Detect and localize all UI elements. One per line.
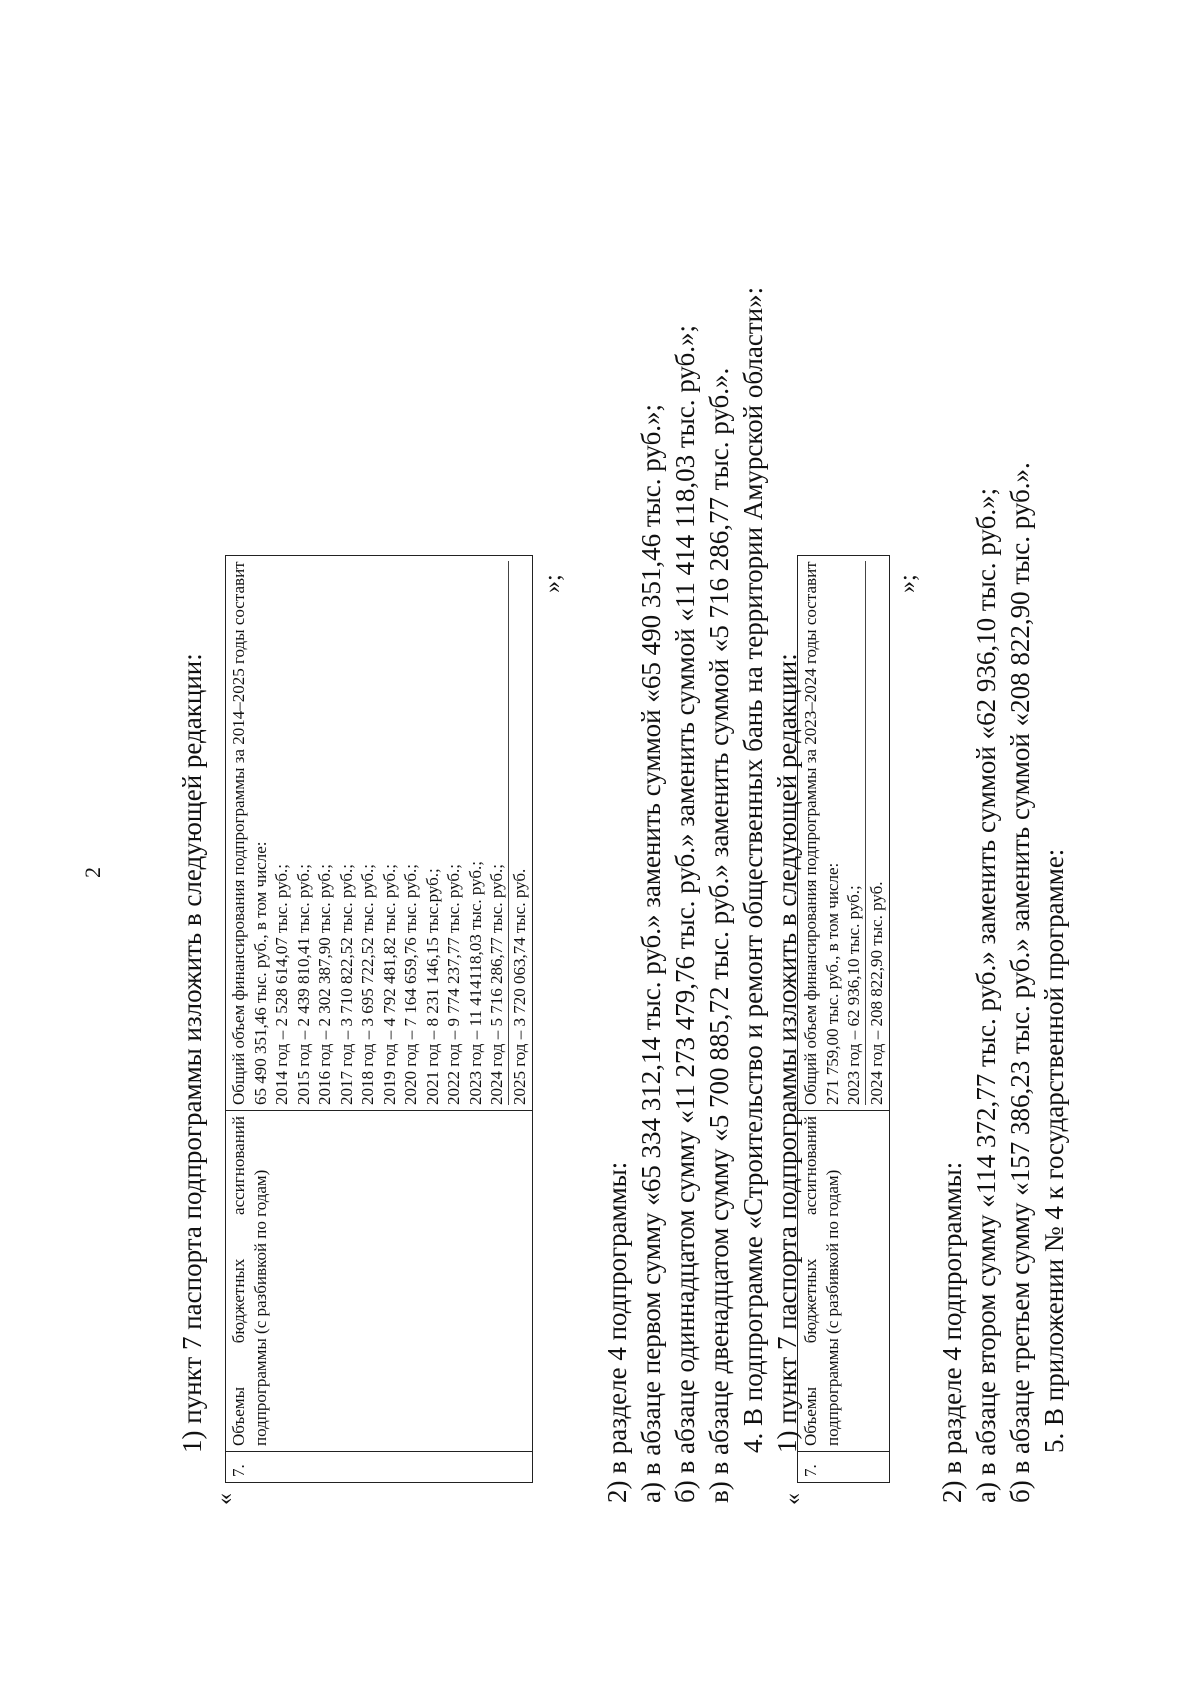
section2-line: а) в абзаце втором сумму «114 372,77 тыс. руб.» заменить суммой «62 936,10 тыс. руб.»; [971,487,1001,1503]
intro-paragraph: 1) пункт 7 паспорта подпрограммы изложить в следующей редакции: [177,653,207,1453]
section1-line: б) в абзаце одиннадцатом сумму «11 273 479,76 тыс. руб.» заменить суммой «11 414 118,03 тыс. руб.»; [670,324,700,1503]
passport-table-1 [225,555,533,1483]
table2-row-number: 7. [798,1452,890,1483]
table2-line: 271 759,00 тыс. руб., в том числе: [822,862,842,1105]
table2-line: 2023 год – 62 936,10 тыс. руб.; [844,885,863,1105]
table1-line: 2015 год – 2 439 810,41 тыс. руб.; [293,863,313,1105]
table-row [226,556,533,1483]
section2-line: б) в абзаце третьем сумму «157 386,23 тыс. руб.» заменить суммой «208 822,90 тыс. руб.». [1005,462,1035,1503]
table1-line: 2025 год – 3 720 063,74 тыс. руб. [508,561,531,1105]
table1-line: 2021 год – 8 231 146,15 тыс.руб.; [422,868,442,1105]
table1-line: 2014 год – 2 528 614,07 тыс. руб.; [272,863,291,1105]
table1-line: 2018 год – 3 695 722,52 тыс. руб.; [358,863,377,1105]
page-number: 2 [80,867,105,878]
table2-line: 2024 год – 208 822,90 тыс. руб. [865,561,888,1105]
section2-line: 2) в разделе 4 подпрограммы: [937,1161,967,1503]
table1-line: 2023 год – 11 414118,03 тыс. руб.; [465,860,485,1105]
table1-values [226,556,533,1111]
section1-line: 2) в разделе 4 подпрограммы: [602,1161,632,1503]
table1-line: 2020 год – 7 164 659,76 тыс. руб.; [401,863,420,1105]
passport-table-2 [797,555,890,1483]
table2-line: Общий объем финансирования подпрограммы за 2023–2024 годы составит [801,561,820,1105]
table1-line: Общий объем финансирования подпрограммы за 2014–2025 годы составит [229,561,248,1105]
table1-line: 2024 год – 5 716 286,77 тыс. руб.; [487,863,506,1105]
table1-open-quote: « [212,1493,238,1505]
table2-label: Объемы бюджетных ассигнований подпрограммы (с разбивкой по годам) [798,1111,890,1452]
section1-line: 1) пункт 7 паспорта подпрограммы изложить в следующей редакции: [772,653,802,1453]
section1-line: 4. В подпрограмме «Строительство и ремонт общественных бань на территории Амурской области»: [738,286,768,1453]
section1-line: в) в абзаце двенадцатом сумму «5 700 885,72 тыс. руб.» заменить суммой «5 716 286,77 тыс. руб.». [704,367,734,1503]
table1-row-number: 7. [226,1452,533,1483]
table1-line: 2019 год – 4 792 481,82 тыс. руб.; [379,863,399,1105]
table2-close-quote: »; [895,574,921,593]
section2-line: 5. В приложении № 4 к государственной программе: [1039,848,1069,1453]
table1-line: 2022 год – 9 774 237,77 тыс. руб.; [444,863,463,1105]
table2-values [798,556,890,1111]
section1-line: а) в абзаце первом сумму «65 334 312,14 тыс. руб.» заменить суммой «65 490 351,46 тыс. руб.»; [636,403,666,1503]
table1-line: 2016 год – 2 302 387,90 тыс. руб.; [315,863,334,1105]
table1-label: Объемы бюджетных ассигнований подпрограммы (с разбивкой по годам) [226,1111,533,1452]
table2-open-quote: « [780,1493,806,1505]
table-row [798,556,890,1483]
table1-line: 65 490 351,46 тыс. руб., в том числе: [250,841,270,1105]
table1-close-quote: »; [540,574,566,593]
table1-line: 2017 год – 3 710 822,52 тыс. руб.; [336,863,356,1105]
